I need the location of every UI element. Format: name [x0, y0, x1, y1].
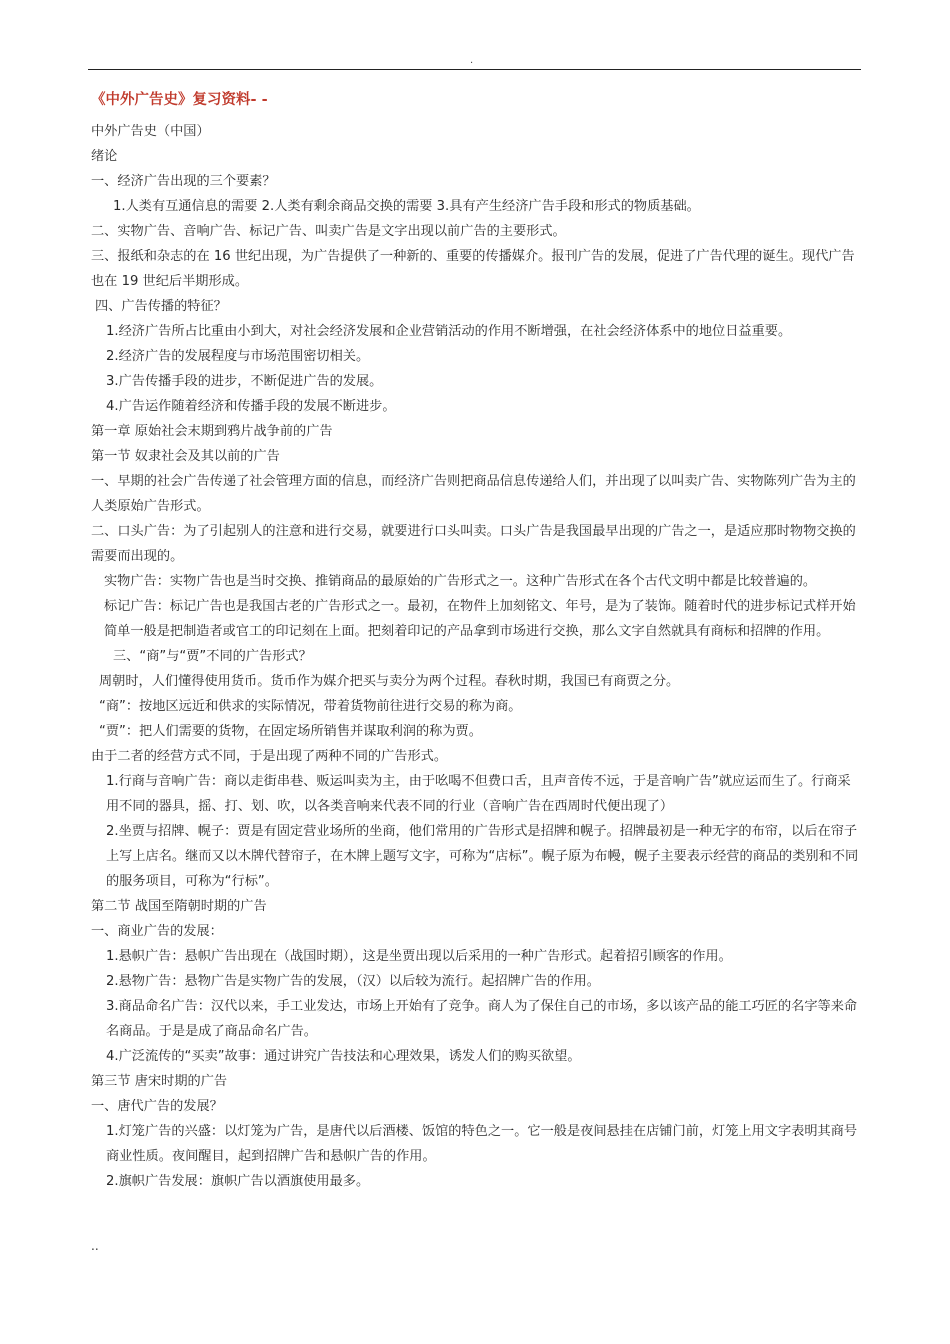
- paragraph-line: 3.商品命名广告：汉代以来，手工业发达，市场上开始有了竞争。商人为了保住自己的市场，多以该产品的能工巧匠的名字等来命名商品。于是是成了商品命名广告。: [106, 999, 858, 1039]
- paragraph-line: 绪论: [91, 149, 118, 164]
- paragraph-line: 第二节 战国至隋朝时期的广告: [91, 899, 267, 914]
- document-lines: [91, 119, 863, 1194]
- paragraph-line: 1.人类有互通信息的需要 2.人类有剩余商品交换的需要 3.具有产生经济广告手段和形式的物质基础。: [113, 199, 700, 214]
- paragraph-line: “商”：按地区远近和供求的实际情况，带着货物前往进行交易的称为商。: [99, 699, 522, 714]
- paragraph-line: 由于二者的经营方式不同，于是出现了两种不同的广告形式。: [91, 749, 448, 764]
- paragraph-line: 三、报纸和杂志的在 16 世纪出现，为广告提供了一种新的、重要的传播媒介。报刊广告的发展，促进了广告代理的诞生。现代广告也在 19 世纪后半期形成。: [91, 249, 855, 289]
- paragraph-line: 2.经济广告的发展程度与市场范围密切相关。: [106, 349, 370, 364]
- paragraph-line: 第一章 原始社会末期到鸦片战争前的广告: [91, 424, 333, 439]
- paragraph-line: 第三节 唐宋时期的广告: [91, 1074, 228, 1089]
- paragraph-line: 2.悬物广告：悬物广告是实物广告的发展，（汉）以后较为流行。起招牌广告的作用。: [106, 974, 600, 989]
- paragraph-line: 周朝时，人们懂得使用货币。货币作为媒介把买与卖分为两个过程。春秋时期，我国已有商贾之分。: [99, 674, 680, 689]
- paragraph-line: 二、口头广告：为了引起别人的注意和进行交易，就要进行口头叫卖。口头广告是我国最早出现的广告之一，是适应那时物物交换的需要而出现的。: [91, 524, 856, 564]
- paragraph-line: 3.广告传播手段的进步，不断促进广告的发展。: [106, 374, 383, 389]
- paragraph-line: 第一节 奴隶社会及其以前的广告: [91, 449, 280, 464]
- paragraph-line: 二、实物广告、音响广告、标记广告、叫卖广告是文字出现以前广告的主要形式。: [91, 224, 566, 239]
- paragraph-line: 1.悬帜广告：悬帜广告出现在（战国时期），这是坐贾出现以后采用的一种广告形式。起着招引顾客的作用。: [106, 949, 732, 964]
- paragraph-line: 中外广告史（中国）: [91, 124, 210, 139]
- paragraph-line: 实物广告：实物广告也是当时交换、推销商品的最原始的广告形式之一。这种广告形式在各个古代文明中都是比较普遍的。: [104, 574, 817, 589]
- paragraph-line: 2.旗帜广告发展：旗帜广告以酒旗使用最多。: [106, 1174, 370, 1189]
- paragraph-line: 1.行商与音响广告：商以走街串巷、贩运叫卖为主，由于吆喝不但费口舌，且声音传不远，于是音响广告”就应运而生了。行商采用不同的器具，摇、打、划、吹，以各类音响来代表不同的行业（音响广告在西周时代便出现了）: [106, 774, 851, 814]
- document-body: [91, 90, 863, 1194]
- document-title: 《中外广告史》复习资料- -: [91, 92, 268, 108]
- footer-dots: ..: [91, 1239, 99, 1253]
- paragraph-line: 一、早期的社会广告传递了社会管理方面的信息，而经济广告则把商品信息传递给人们，并出现了以叫卖广告、实物陈列广告为主的人类原始广告形式。: [91, 474, 856, 514]
- paragraph-line: 4.广泛流传的“买卖”故事：通过讲究广告技法和心理效果，诱发人们的购买欲望。: [106, 1049, 581, 1064]
- paragraph-line: 三、“商”与“贾”不同的广告形式？: [113, 649, 312, 664]
- paragraph-line: 一、唐代广告的发展？: [91, 1099, 223, 1114]
- paragraph-line: “贾”：把人们需要的货物，在固定场所销售并谋取利润的称为贾。: [99, 724, 482, 739]
- paragraph-line: 一、经济广告出现的三个要素？: [91, 174, 276, 189]
- paragraph-line: 4.广告运作随着经济和传播手段的发展不断进步。: [106, 399, 396, 414]
- paragraph-line: 标记广告：标记广告也是我国古老的广告形式之一。最初，在物件上加刻铭文、年号，是为了装饰。随着时代的进步标记式样开始简单一般是把制造者或官工的印记刻在上面。把刻着印记的产品拿到市场进行交换，那么文字自然就具有商标和招牌的作用。: [104, 599, 856, 639]
- header-dot: .: [470, 55, 474, 66]
- paragraph-line: 一、商业广告的发展：: [91, 924, 223, 939]
- paragraph-line: 1.经济广告所占比重由小到大，对社会经济发展和企业营销活动的作用不断增强，在社会经济体系中的地位日益重要。: [106, 324, 792, 339]
- paragraph-line: 2.坐贾与招牌、幌子：贾是有固定营业场所的坐商，他们常用的广告形式是招牌和幌子。招牌最初是一种无字的布帘，以后在帘子上写上店名。继而又以木牌代替帘子，在木牌上题写文字，可称为“店标”。幌子原为布幔，幌子主要表示经营的商品的类别和不同的服务项目，可称为“行标”。: [106, 824, 859, 889]
- paragraph-line: 1.灯笼广告的兴盛：以灯笼为广告，是唐代以后酒楼、饭馆的特色之一。它一般是夜间悬挂在店铺门前，灯笼上用文字表明其商号商业性质。夜间醒目，起到招牌广告和悬帜广告的作用。: [106, 1124, 858, 1164]
- header-rule: [88, 69, 861, 70]
- paragraph-line: 四、广告传播的特征？: [95, 299, 227, 314]
